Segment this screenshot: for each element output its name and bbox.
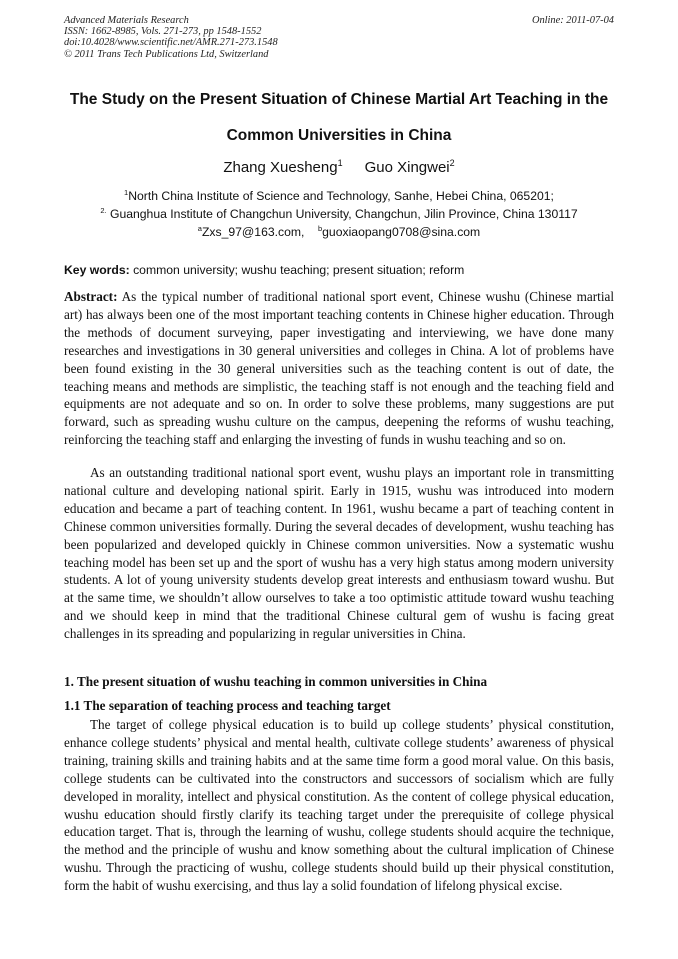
paper-title-line-2: Common Universities in China	[226, 127, 452, 144]
email-link[interactable]: guoxiaopang0708@sina.com	[322, 225, 481, 240]
author-sup: 2	[449, 158, 455, 168]
issn-line: ISSN: 1662-8985, Vols. 271-273, pp 1548-1552	[64, 26, 262, 38]
affiliation-sup: 1	[124, 188, 129, 197]
affiliation-text: North China Institute of Science and Technology, Sanhe, Hebei China, 065201;	[128, 189, 554, 204]
journal-name: Advanced Materials Research	[64, 15, 189, 26]
abstract-label: Abstract:	[64, 289, 118, 304]
author-name: Zhang Xuesheng	[223, 159, 338, 176]
keywords	[64, 263, 464, 277]
abstract-text: As the typical number of traditional national sport event, Chinese wushu (Chinese martial art) has always been one of the most important teaching contents in Chinese higher education. Through the methods of document surveying, paper investigating and interviewing, we have done many researches and investigations in 30 general universities and colleges in China. A lot of problems have been found existing in the 30 general universities such as the teaching content is out of date, the teaching means and methods are simplistic, the teaching staff is not enough and the teaching field and equipments are not adequate and so on. In order to solve these problems, many suggestions are put forward, such as spreading wushu culture on the campus, deepening the reforms of wushu teaching, reinforcing the teaching staff and enlarging the investing of funds in wushu teaching and so on.	[64, 289, 614, 448]
affiliation-2	[0, 206, 678, 221]
affiliation-sup: 2.	[100, 206, 107, 215]
online-date: Online: 2011-07-04	[531, 15, 614, 26]
email-link[interactable]: Zxs_97@163.com,	[201, 225, 305, 240]
copyright-line: © 2011 Trans Tech Publications Ltd, Switzerland	[64, 48, 269, 60]
email-sup: b	[317, 224, 323, 233]
author-list	[0, 158, 678, 176]
keywords-text: common university; wushu teaching; present situation; reform	[129, 263, 465, 277]
keywords-label: Key words:	[64, 263, 130, 277]
affiliation-text: Guanghua Institute of Changchun University, Changchun, Jilin Province, China 130117	[106, 207, 578, 222]
author-name: Guo Xingwei	[364, 159, 450, 176]
intro-paragraph: As an outstanding traditional national sport event, wushu plays an important role in transmitting national culture and developing national spirit. Early in 1915, wushu was introduced into modern education and became a part of teaching content. In 1961, wushu became a part of teaching content in Chinese common universities formally. During the several decades of development, wushu teaching has been popularized and developed quickly in Chinese common universities. Now a systematic wushu teaching model has been set up and the sport of wushu has a very high status among modern university students. A lot of young university students develop great interests and enthusiasm toward wushu. But at the same time, we shouldn’t allow ourselves to take a too optimistic attitude toward wushu teaching and we should keep in mind that the traditional Chinese cultural gem of wushu is facing great challenges in its spreading and popularizing in regular universities in China.	[64, 465, 614, 642]
paper-title-line-1: The Study on the Present Situation of Chinese Martial Art Teaching in the	[69, 91, 609, 108]
author-sup: 1	[337, 158, 343, 168]
section-heading: 1. The present situation of wushu teaching in common universities in China	[64, 674, 488, 689]
abstract	[64, 288, 614, 449]
email-sup: a	[197, 224, 202, 233]
doi-line: doi:10.4028/www.scientific.net/AMR.271-273.1548	[64, 37, 278, 49]
author-emails	[0, 224, 678, 239]
journal-header	[64, 15, 278, 60]
subsection-heading: 1.1 The separation of teaching process and teaching target	[64, 698, 391, 713]
subsection-paragraph: The target of college physical education is to build up college students’ physical constitution, enhance college students’ physical and mental health, cultivate college students’ awareness of physical training, training skills and training habits and at the same time form a good moral value. On this basis, college students can be cultivated into the constructors and successors of socialism which are fully developed in morality, intellect and physical constitution. As the content of college physical education, wushu education should firstly clarify its teaching target under the prerequisite of college physical education target. That is, through the learning of wushu, college students should acquire the technique, the method and the principle of wushu and know something about the cultural implication of Chinese wushu. Through the practicing of wushu, college students should build up their physical constitution, form the habit of wushu exercising, and thus lay a solid foundation of lifelong physical excise.	[64, 717, 614, 894]
affiliation-1	[0, 188, 678, 203]
